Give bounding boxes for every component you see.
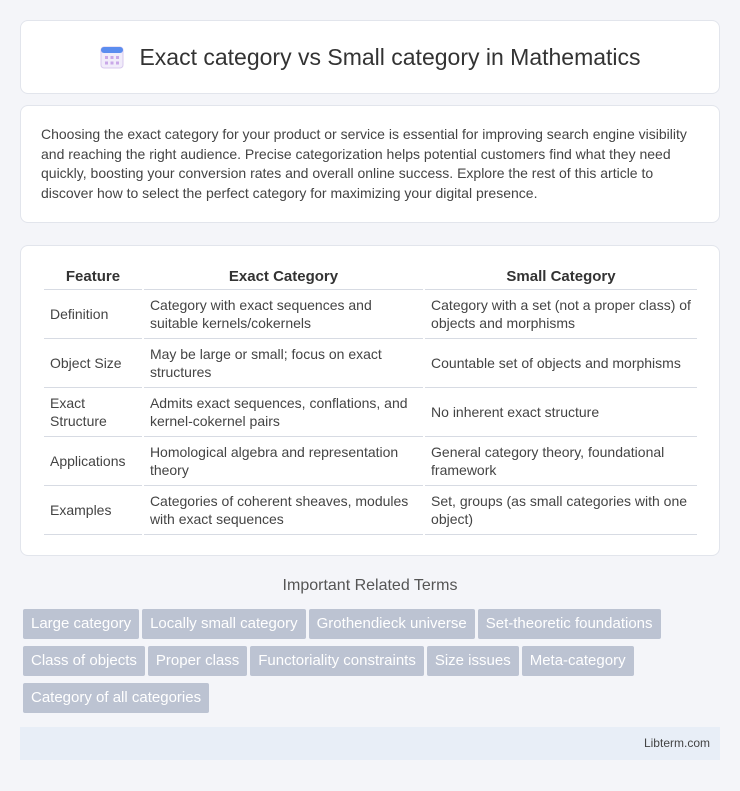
- table-row: [44, 437, 697, 486]
- table-row: [44, 290, 697, 339]
- tag-class-of-objects[interactable]: Class of objects: [23, 646, 145, 676]
- row-small: Countable set of objects and morphisms: [425, 339, 697, 388]
- row-exact: May be large or small; focus on exact structures: [144, 339, 423, 388]
- row-small: Category with a set (not a proper class) of objects and morphisms: [425, 290, 697, 339]
- footer: [20, 727, 720, 760]
- tag-large-category[interactable]: Large category: [23, 609, 139, 639]
- row-feature: Object Size: [44, 339, 142, 388]
- header-card: [20, 20, 720, 94]
- footer-site-link[interactable]: Libterm.com: [643, 736, 710, 750]
- tag-meta-category[interactable]: Meta-category: [522, 646, 634, 676]
- tag-proper-class[interactable]: Proper class: [148, 646, 247, 676]
- tag-grothendieck-universe[interactable]: Grothendieck universe: [309, 609, 475, 639]
- tag-size-issues[interactable]: Size issues: [427, 646, 519, 676]
- row-small: Set, groups (as small categories with one object): [425, 486, 697, 535]
- intro-text: Choosing the exact category for your product or service is essential for improving search engine visibility and reaching the right audience. Precise categorization helps potential customers find what they need quickly, boosting your conversion rates and overall online success. Explore the rest of this article to discover how to select the perfect category for maximizing your digital presence.: [41, 126, 687, 201]
- header-exact-category: Exact Category: [144, 264, 423, 290]
- table-header-row: [44, 264, 697, 290]
- intro-card: [20, 105, 720, 223]
- row-feature: Definition: [44, 290, 142, 339]
- tag-locally-small-category[interactable]: Locally small category: [142, 609, 306, 639]
- row-exact: Category with exact sequences and suitable kernels/cokernels: [144, 290, 423, 339]
- table-row: [44, 339, 697, 388]
- tag-category-of-all-categories[interactable]: Category of all categories: [23, 683, 209, 713]
- row-exact: Categories of coherent sheaves, modules with exact sequences: [144, 486, 423, 535]
- row-exact: Homological algebra and representation theory: [144, 437, 423, 486]
- row-feature: Applications: [44, 437, 142, 486]
- table-row: [44, 486, 697, 535]
- row-small: General category theory, foundational framework: [425, 437, 697, 486]
- comparison-table: [42, 264, 699, 535]
- tag-set-theoretic-foundations[interactable]: Set-theoretic foundations: [478, 609, 661, 639]
- table-row: [44, 388, 697, 437]
- row-small: No inherent exact structure: [425, 388, 697, 437]
- tag-functoriality-constraints[interactable]: Functoriality constraints: [250, 646, 424, 676]
- row-feature: Examples: [44, 486, 142, 535]
- header-small-category: Small Category: [425, 264, 697, 290]
- row-exact: Admits exact sequences, conflations, and kernel-cokernel pairs: [144, 388, 423, 437]
- header-feature: Feature: [44, 264, 142, 290]
- comparison-card: [20, 245, 720, 556]
- related-terms-list: [23, 609, 723, 720]
- calendar-icon: [99, 44, 125, 70]
- related-terms-title: Important Related Terms: [282, 577, 458, 594]
- row-feature: Exact Structure: [44, 388, 142, 437]
- page-title: Exact category vs Small category in Mathematics: [139, 43, 641, 70]
